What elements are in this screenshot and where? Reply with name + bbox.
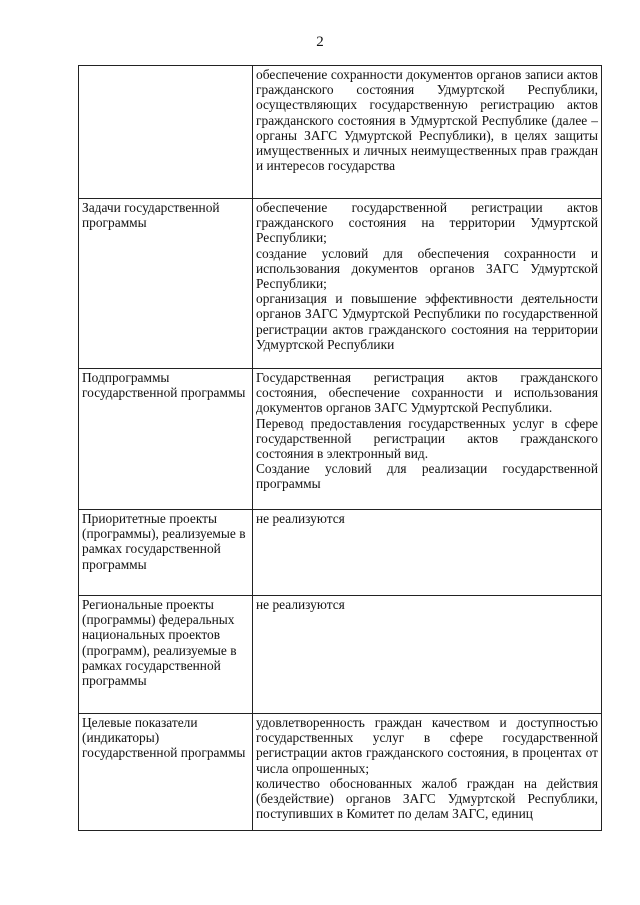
row-value: [253, 66, 602, 199]
paragraph: Перевод предоставления государственных услуг в сфере государственной регистрации актов гражданского состояния в электронный вид.: [256, 415, 598, 462]
paragraph: организация и повышение эффективности деятельности органов ЗАГС Удмуртской Республики по государственной регистрации актов гражданского состояния на территории Удмуртской Республики: [256, 291, 598, 352]
paragraph: не реализуются: [256, 597, 345, 612]
row-value: [253, 714, 602, 831]
table-row: [79, 199, 602, 369]
program-passport-table: [78, 65, 602, 831]
paragraph: удовлетворенность граждан качеством и доступностью государственных услуг в сфере государственной регистрации актов гражданского состояния, в процентах от числа опрошенных;: [256, 715, 598, 776]
row-label: Приоритетные проекты (программы), реализуемые в рамках государственной программы: [79, 510, 253, 596]
table-row: [79, 66, 602, 199]
row-label: Целевые показатели (индикаторы) государственной программы: [79, 714, 253, 831]
table-row: [79, 596, 602, 714]
row-label: Задачи государственной программы: [79, 199, 253, 369]
table-row: [79, 369, 602, 510]
row-value: [253, 199, 602, 369]
row-value: [253, 510, 602, 596]
page-number: 2: [316, 34, 324, 50]
table-row: [79, 714, 602, 831]
paragraph: Создание условий для реализации государственной программы: [256, 461, 598, 492]
paragraph: количество обоснованных жалоб граждан на действия (бездействие) органов ЗАГС Удмуртской Республики, поступивших в Комитет по делам ЗАГС, единиц: [256, 775, 598, 822]
table-row: [79, 510, 602, 596]
row-value: [253, 369, 602, 510]
paragraph: обеспечение сохранности документов органов записи актов гражданского состояния Удмуртской Республики, осуществляющих государственную регистрацию актов гражданского состояния в Удмуртской Республике (далее – органы ЗАГС Удмуртской Республики), в целях защиты имущественных и личных неимущественных прав граждан и интересов государства: [256, 67, 598, 174]
paragraph: Государственная регистрация актов гражданского состояния, обеспечение сохранности и использования документов органов ЗАГС Удмуртской Республики.: [256, 370, 598, 416]
paragraph: создание условий для обеспечения сохранности и использования документов органов ЗАГС Удмуртской Республики;: [256, 245, 598, 292]
row-label: [79, 66, 253, 199]
row-label: Подпрограммы государственной программы: [79, 369, 253, 510]
row-label: Региональные проекты (программы) федеральных национальных проектов (программ), реализуемые в рамках государственной программы: [79, 596, 253, 714]
row-value: [253, 596, 602, 714]
paragraph: не реализуются: [256, 511, 345, 526]
paragraph: обеспечение государственной регистрации актов гражданского состояния на территории Удмуртской Республики;: [256, 200, 598, 246]
